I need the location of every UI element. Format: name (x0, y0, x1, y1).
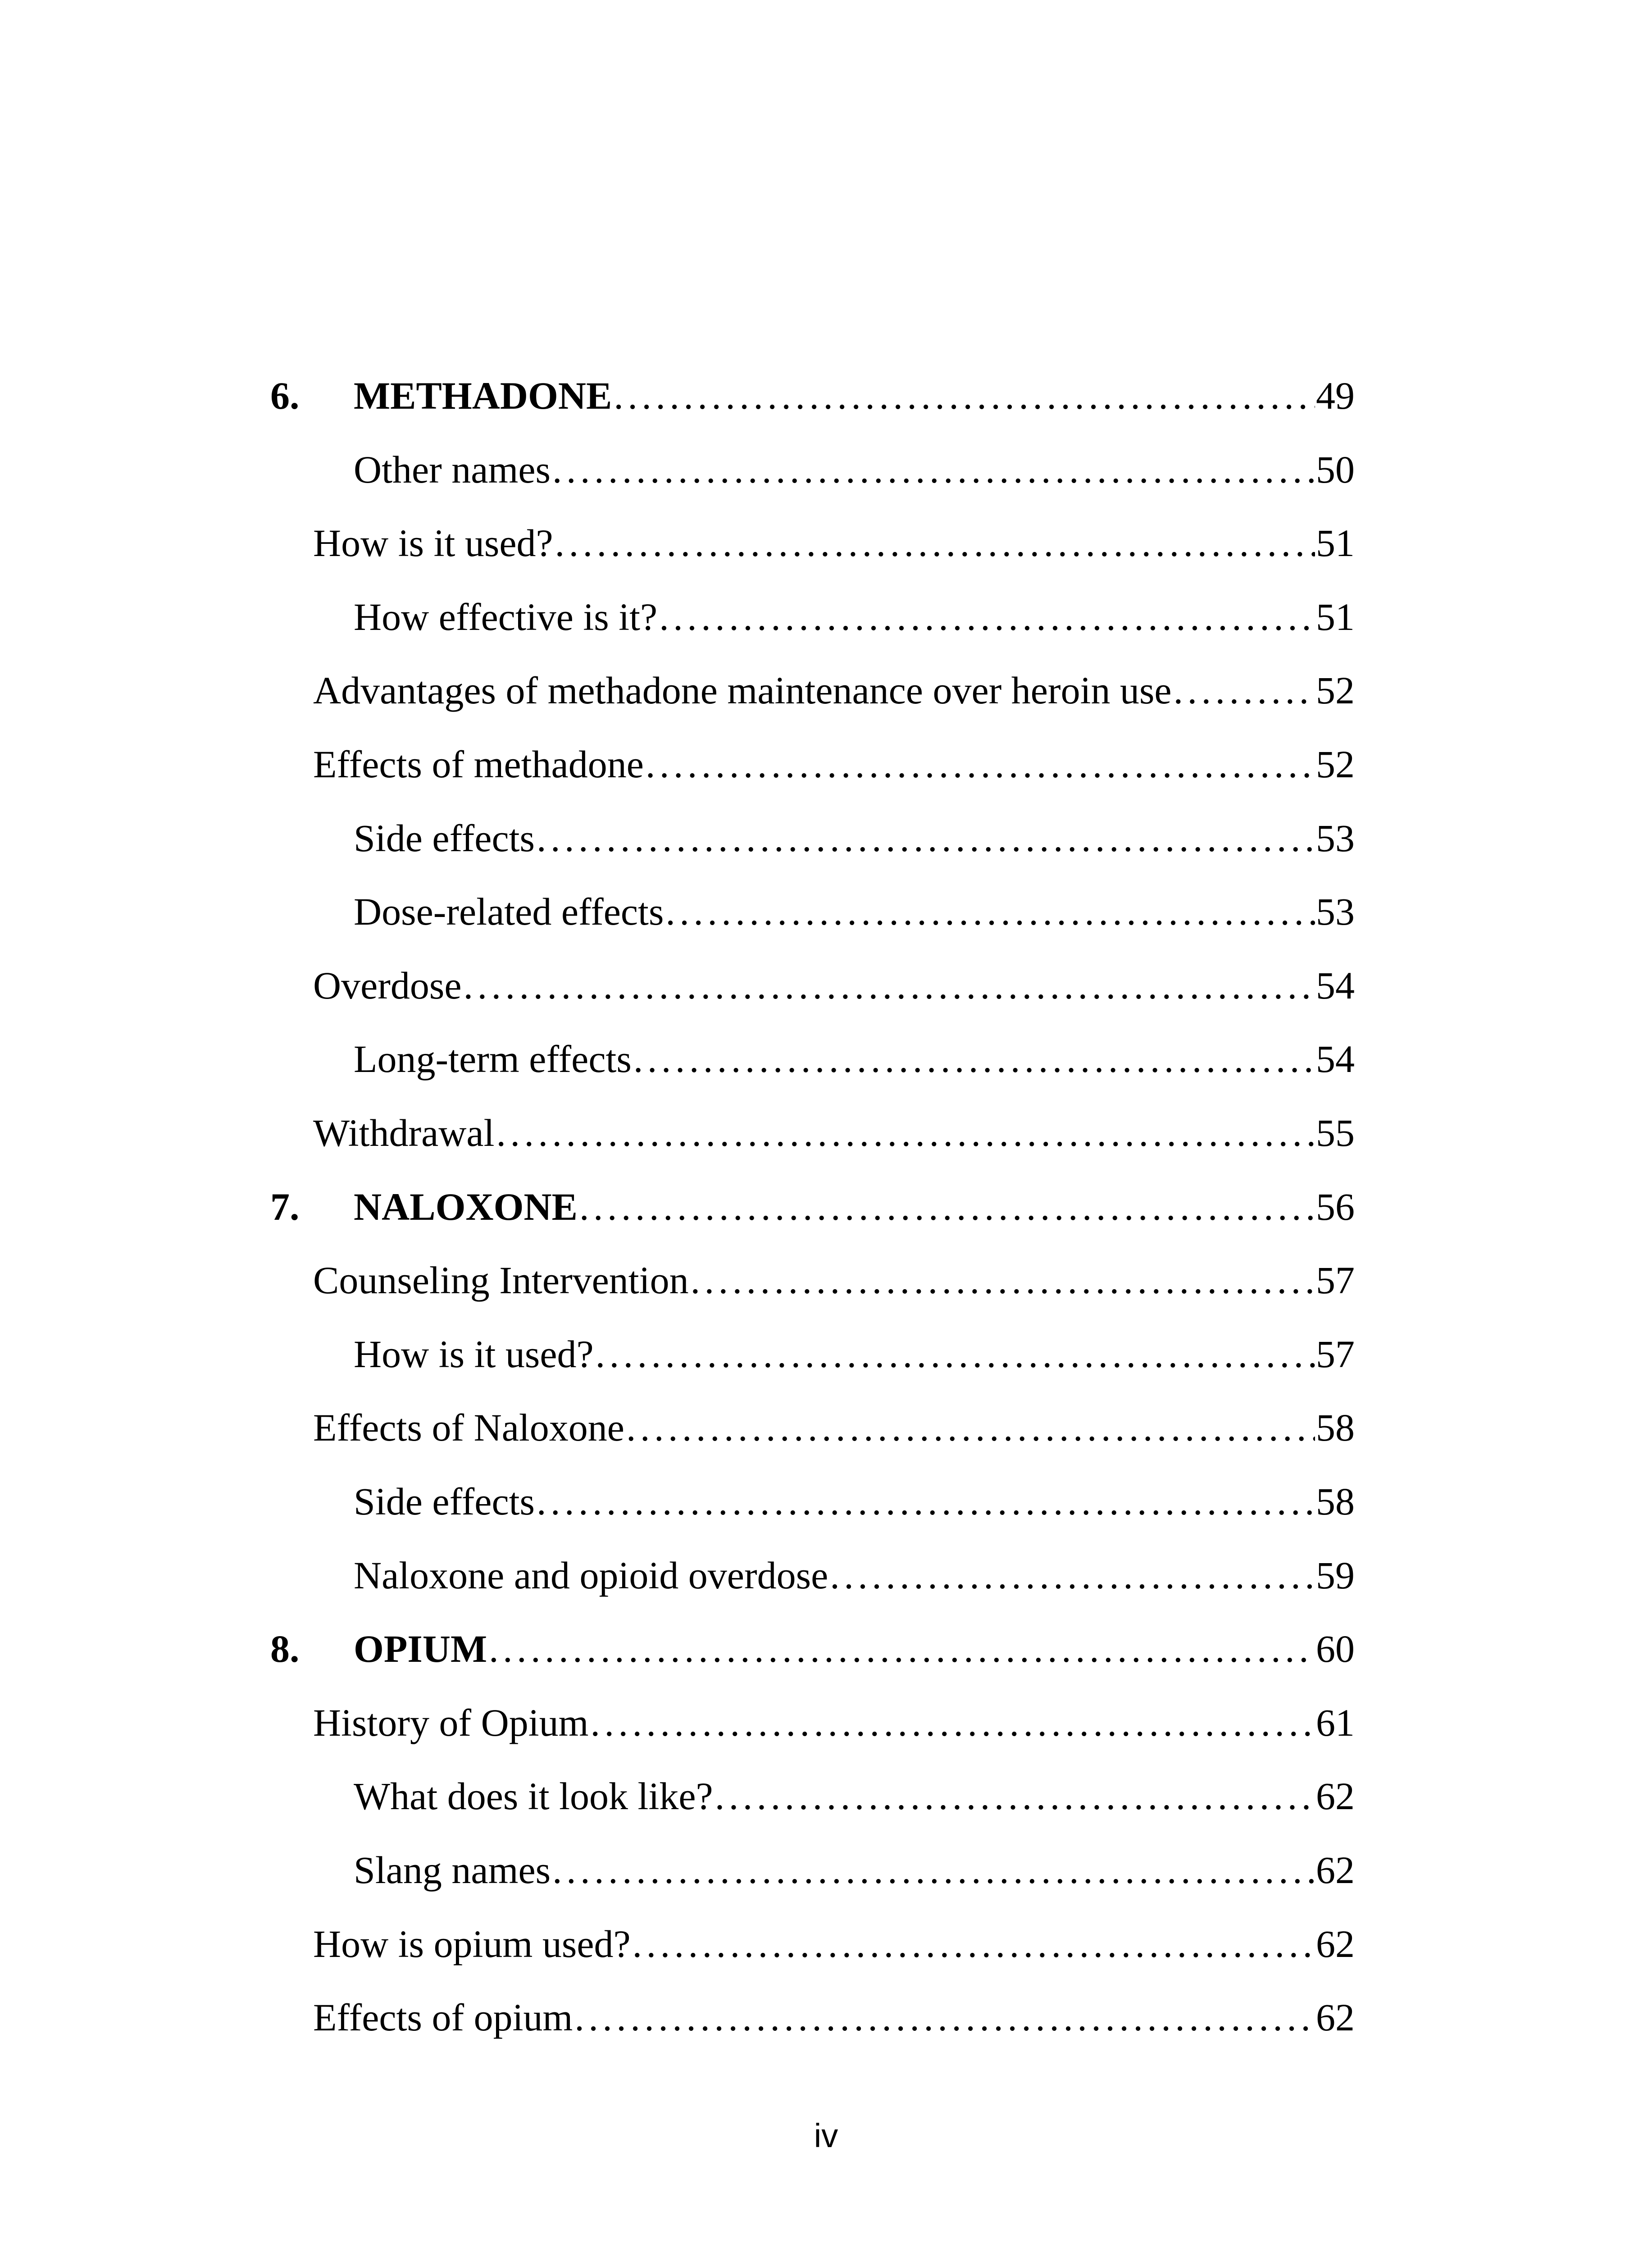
entry-title: Slang names (354, 1848, 551, 1892)
entry-title: Effects of methadone (313, 743, 644, 786)
entry-page-number: 49 (1316, 374, 1355, 417)
toc-entry[interactable] (270, 1622, 1355, 1676)
entry-page-number: 59 (1316, 1554, 1355, 1597)
entry-page-number: 51 (1316, 595, 1355, 639)
entry-title: Long-term effects (354, 1037, 632, 1081)
dot-leader (691, 1253, 1315, 1307)
dot-leader (496, 1106, 1315, 1160)
entry-page-number: 57 (1316, 1259, 1355, 1302)
entry-title: Counseling Intervention (313, 1259, 689, 1302)
entry-page-number: 53 (1316, 816, 1355, 860)
dot-leader (555, 516, 1315, 570)
dot-leader (537, 811, 1315, 865)
toc-entry[interactable] (354, 1032, 1355, 1086)
entry-page-number: 51 (1316, 521, 1355, 565)
entry-page-number: 54 (1316, 964, 1355, 1007)
entry-title: Dose-related effects (354, 890, 664, 933)
entry-page-number: 58 (1316, 1480, 1355, 1523)
entry-page-number: 57 (1316, 1332, 1355, 1376)
entry-title: Effects of Naloxone (313, 1406, 624, 1449)
entry-title: OPIUM (354, 1627, 487, 1670)
entry-title: Other names (354, 448, 551, 491)
dot-leader (614, 369, 1315, 423)
entry-title: NALOXONE (354, 1185, 578, 1228)
entry-title: What does it look like? (354, 1774, 713, 1818)
entry-page-number: 54 (1316, 1037, 1355, 1081)
entry-page-number: 55 (1316, 1111, 1355, 1154)
dot-leader (830, 1548, 1315, 1602)
dot-leader (633, 1032, 1315, 1086)
toc-entry[interactable] (313, 1253, 1355, 1307)
chapter-number: 8. (270, 1627, 300, 1670)
entry-page-number: 56 (1316, 1185, 1355, 1228)
dot-leader (574, 1990, 1315, 2044)
entry-page-number: 53 (1316, 890, 1355, 933)
toc-entry[interactable] (313, 1917, 1355, 1971)
toc-entry[interactable] (313, 958, 1355, 1012)
toc-entry[interactable] (270, 1180, 1355, 1234)
entry-title: Withdrawal (313, 1111, 495, 1154)
dot-leader (626, 1400, 1315, 1455)
dot-leader (665, 885, 1315, 939)
dot-leader (1174, 663, 1315, 717)
dot-leader (489, 1622, 1315, 1676)
entry-page-number: 61 (1316, 1701, 1355, 1744)
entry-title: Effects of opium (313, 1996, 573, 2039)
entry-title: History of Opium (313, 1701, 589, 1744)
toc-entry[interactable] (313, 1696, 1355, 1750)
entry-page-number: 52 (1316, 743, 1355, 786)
dot-leader (591, 1696, 1315, 1750)
toc-entry[interactable] (313, 516, 1355, 570)
toc-entry[interactable] (313, 1990, 1355, 2044)
entry-title: How effective is it? (354, 595, 658, 639)
entry-page-number: 58 (1316, 1406, 1355, 1449)
toc-entry[interactable] (354, 1769, 1355, 1823)
entry-title: Side effects (354, 1480, 535, 1523)
dot-leader (646, 737, 1315, 791)
dot-leader (715, 1769, 1315, 1823)
dot-leader (537, 1474, 1315, 1528)
toc-entry[interactable] (354, 442, 1355, 497)
entry-title: How is it used? (313, 521, 553, 565)
dot-leader (633, 1917, 1315, 1971)
dot-leader (579, 1180, 1315, 1234)
toc-entry[interactable] (354, 885, 1355, 939)
toc-entry[interactable] (313, 1400, 1355, 1455)
toc-entry[interactable] (354, 1843, 1355, 1897)
chapter-number: 6. (270, 374, 300, 417)
toc-entry[interactable] (354, 1474, 1355, 1528)
dot-leader (659, 590, 1315, 644)
entry-title: Side effects (354, 816, 535, 860)
entry-page-number: 50 (1316, 448, 1355, 491)
entry-title: Naloxone and opioid overdose (354, 1554, 828, 1597)
page-number: iv (814, 2117, 838, 2154)
entry-title: How is opium used? (313, 1922, 631, 1966)
entry-page-number: 60 (1316, 1627, 1355, 1670)
toc-entry[interactable] (313, 1106, 1355, 1160)
dot-leader (552, 1843, 1315, 1897)
toc-entry[interactable] (354, 1327, 1355, 1381)
dot-leader (552, 442, 1315, 497)
toc-entry[interactable] (313, 737, 1355, 791)
chapter-number: 7. (270, 1185, 300, 1228)
entry-title: How is it used? (354, 1332, 594, 1376)
toc-entry[interactable] (270, 369, 1355, 423)
entry-page-number: 62 (1316, 1848, 1355, 1892)
toc-entry[interactable] (313, 663, 1355, 717)
entry-title: METHADONE (354, 374, 612, 417)
dot-leader (464, 958, 1315, 1012)
toc-entry[interactable] (354, 1548, 1355, 1602)
toc-entry[interactable] (354, 590, 1355, 644)
dot-leader (596, 1327, 1315, 1381)
entry-page-number: 62 (1316, 1922, 1355, 1966)
entry-title: Advantages of methadone maintenance over heroin use (313, 669, 1172, 712)
entry-page-number: 62 (1316, 1996, 1355, 2039)
entry-title: Overdose (313, 964, 462, 1007)
entry-page-number: 62 (1316, 1774, 1355, 1818)
toc-entry[interactable] (354, 811, 1355, 865)
entry-page-number: 52 (1316, 669, 1355, 712)
